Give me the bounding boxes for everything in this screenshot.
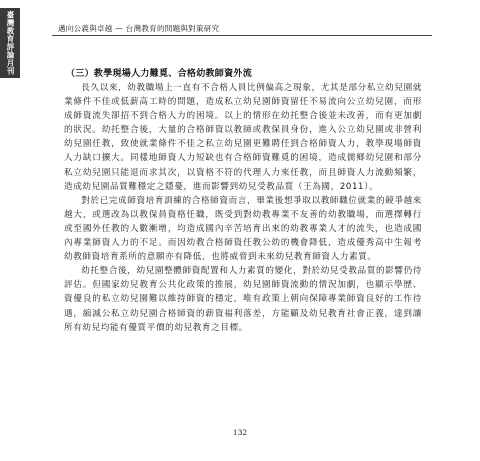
side-tab: 臺灣教育評論月刊 <box>0 8 20 78</box>
paragraph: 長久以來，幼教職場上一直有不合格人員比例偏高之現象，尤其是部分私立幼兒園就業條件不佳或低薪高工時的問題，造成私立幼兒園師資留任不易流向公立幼兒園，而形成師資流失卻招不到合格人力的困境。以上的情形在幼托整合後並未改善，而有更加劇的狀況。幼托整合後，大量的合格師資以教師或教保員身份，進入公立幼兒園或非營利幼兒園任教，致使就業條件不佳之私立幼兒園更難聘任到合格師資人力，教學現場師資人力缺口擴大。同樣地師資人力短缺也有合格師資難覓的困境，造成儒鄉幼兒園和部分私立幼兒園只能退而求其次，以資格不符的代理人力來任教，而且師資人力流動頻繁，造成幼兒園品質難穩定之隱憂，進而影響到幼兒受教品質（王為國，2011）。 <box>64 83 422 192</box>
paragraph: 幼托整合後，幼兒園整體師資配置和人力素質的變化，對於幼兒受教品質的影響仍待評估。但國家幼兒教育公共化政策的推展，幼兒園師資流動的情況加劇，也顯示學歷、資優良的私立幼兒園難以維持師資的穩定，唯有政策上朝向保障專業師資良好的工作待遇，縮減公私立幼兒園合格師資的薪資福利落差，方能顧及幼兒教育社會正義，達到讓所有幼兒均能有優質平價的幼兒教育之目標。 <box>64 266 422 333</box>
main-text <box>64 66 422 335</box>
header-rule <box>52 35 432 36</box>
page-number: 132 <box>232 428 248 437</box>
section-heading: （三）教學現場人力難覓、合格幼教師資外流 <box>66 69 253 79</box>
running-header: 邁向公義與卓越 — 台灣教育的問題與對策研究 <box>58 24 220 33</box>
paragraph: 對於已完成師資培育訓練的合格師資而言，畢業後想爭取以教師職位就業的競爭越來越大，或選改為以教保員資格任職，既受到對幼教專業不友善的幼教職場，而選擇轉行或至國外任教的人數漸增，均造成國內辛苦培育出來的幼教專業人才的流失，也造成國內專業師資人力的不足。而因幼教合格師資任教公幼的機會降低，造成優秀高中生報考幼教師資培育系所的意願亦有降低，也將威脅到未來幼兒教育師資人力素質。 <box>64 195 422 263</box>
